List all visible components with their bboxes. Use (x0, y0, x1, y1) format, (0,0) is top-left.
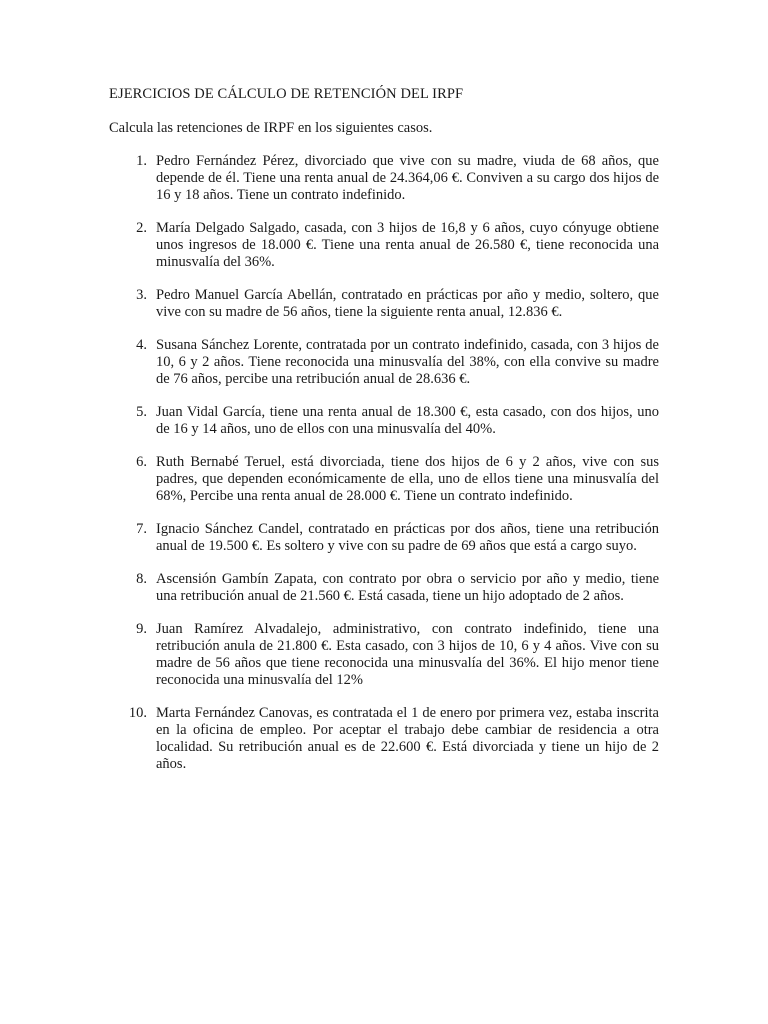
exercise-number: 9. (136, 621, 147, 637)
exercise-number: 7. (136, 521, 147, 537)
exercise-item-7 (109, 521, 659, 555)
exercise-number: 4. (136, 337, 147, 353)
exercise-item-3 (109, 287, 659, 321)
exercise-number: 1. (136, 153, 147, 169)
exercise-number: 3. (136, 287, 147, 303)
exercise-number: 8. (136, 571, 147, 587)
intro-text: Calcula las retenciones de IRPF en los siguientes casos. (109, 120, 433, 136)
exercise-item-8 (109, 571, 659, 605)
exercise-text: Pedro Manuel García Abellán, contratado en prácticas por año y medio, soltero, que vive con su madre de 56 años, tiene la siguiente renta anual, 12.836 €. (156, 287, 659, 320)
exercise-item-4 (109, 337, 659, 388)
exercise-item-2 (109, 220, 659, 271)
exercise-text: Ascensión Gambín Zapata, con contrato por obra o servicio por año y medio, tiene una retribución anual de 21.560 €. Está casada, tiene un hijo adoptado de 2 años. (156, 571, 659, 604)
exercise-text: María Delgado Salgado, casada, con 3 hijos de 16,8 y 6 años, cuyo cónyuge obtiene unos ingresos de 18.000 €. Tiene una renta anual de 26.580 €, tiene reconocida una minusvalía del 36%. (156, 220, 659, 270)
exercise-text: Ruth Bernabé Teruel, está divorciada, tiene dos hijos de 6 y 2 años, vive con sus padres, que dependen económicamente de ella, uno de ellos tiene una minusvalía del 68%, Percibe una renta anual de 28.000 €. Tiene un contrato indefinido. (156, 454, 659, 504)
exercise-list (109, 153, 659, 789)
exercise-item-6 (109, 454, 659, 505)
exercise-text: Ignacio Sánchez Candel, contratado en prácticas por dos años, tiene una retribución anual de 19.500 €. Es soltero y vive con su padre de 69 años que está a cargo suyo. (156, 521, 659, 554)
exercise-number: 5. (136, 404, 147, 420)
exercise-item-1 (109, 153, 659, 204)
exercise-number: 6. (136, 454, 147, 470)
exercise-text: Juan Ramírez Alvadalejo, administrativo, con contrato indefinido, tiene una retribución anula de 21.800 €. Esta casado, con 3 hijos de 10, 6 y 4 años. Vive con su madre de 56 años que tiene reconocida una minusvalía del 36%. El hijo menor tiene reconocida una minusvalía del 12% (156, 621, 659, 688)
exercise-item-10 (109, 705, 659, 773)
exercise-text: Marta Fernández Canovas, es contratada el 1 de enero por primera vez, estaba inscrita en la oficina de empleo. Por aceptar el trabajo debe cambiar de residencia a otra localidad. Su retribución anual es de 22.600 €. Está divorciada y tiene un hijo de 2 años. (156, 705, 659, 772)
exercise-text: Pedro Fernández Pérez, divorciado que vive con su madre, viuda de 68 años, que depende de él. Tiene una renta anual de 24.364,06 €. Conviven a su cargo dos hijos de 16 y 18 años. Tiene un contrato indefinido. (156, 153, 659, 203)
exercise-item-9 (109, 621, 659, 689)
exercise-number: 10. (128, 705, 147, 721)
exercise-text: Juan Vidal García, tiene una renta anual de 18.300 €, esta casado, con dos hijos, uno de 16 y 14 años, uno de ellos con una minusvalía del 40%. (156, 404, 659, 437)
exercise-item-5 (109, 404, 659, 438)
exercise-text: Susana Sánchez Lorente, contratada por un contrato indefinido, casada, con 3 hijos de 10, 6 y 2 años. Tiene reconocida una minusvalía del 38%, con ella convive su madre de 76 años, percibe una retribución anual de 28.636 €. (156, 337, 659, 387)
document-title: EJERCICIOS DE CÁLCULO DE RETENCIÓN DEL IRPF (109, 86, 464, 102)
exercise-number: 2. (136, 220, 147, 236)
